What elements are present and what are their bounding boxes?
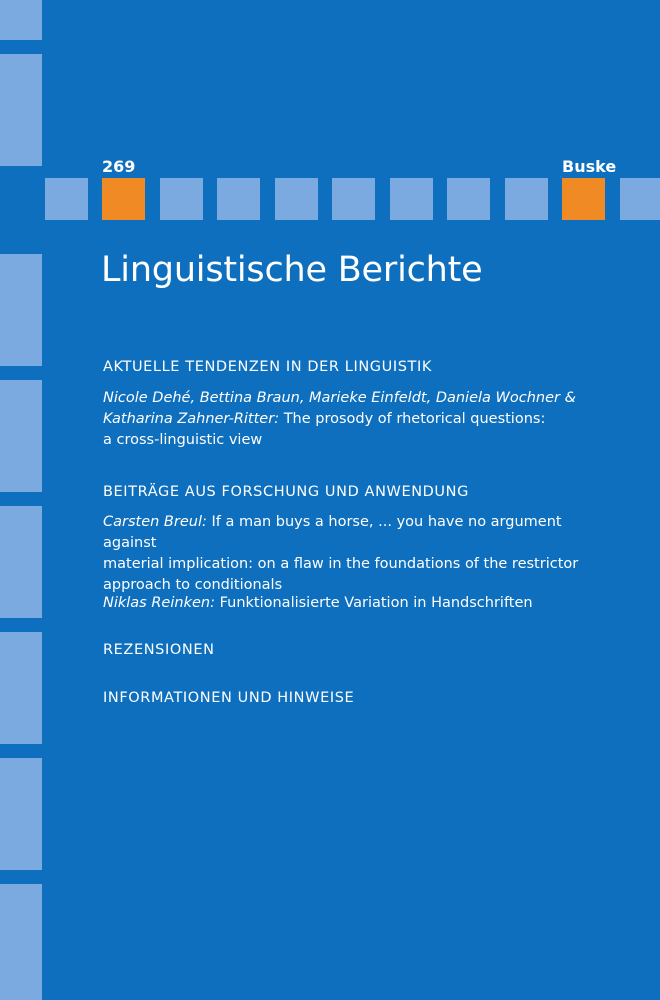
- article-author-reinken: Niklas Reinken:: [103, 595, 215, 611]
- left-tile-6: [0, 632, 42, 744]
- left-tile-7: [0, 758, 42, 870]
- issue-number: 269: [102, 157, 136, 176]
- publisher-name: Buske: [562, 157, 617, 176]
- row-tile-accent-left: [102, 178, 145, 220]
- left-tile-3: [0, 254, 42, 366]
- article-title-line1: If a man buys a horse, ... you have no argument against: [103, 514, 562, 551]
- section-heading-reviews: REZENSIONEN: [103, 642, 215, 658]
- article-title-line2: a cross-linguistic view: [103, 432, 263, 448]
- section-heading-information: INFORMATIONEN UND HINWEISE: [103, 690, 355, 706]
- journal-title: Linguistische Berichte: [101, 250, 483, 290]
- row-tile-8: [447, 178, 490, 220]
- row-tile-4: [217, 178, 260, 220]
- left-tile-2: [0, 54, 42, 166]
- left-tile-4: [0, 380, 42, 492]
- row-tile-accent-right: [562, 178, 605, 220]
- article-handwriting: [103, 593, 603, 614]
- row-tile-1: [45, 178, 88, 220]
- article-conditionals: [103, 512, 603, 596]
- article-title-line1: The prosody of rhetorical questions:: [283, 411, 546, 427]
- section-heading-research: BEITRÄGE AUS FORSCHUNG UND ANWENDUNG: [103, 484, 469, 500]
- row-tile-5: [275, 178, 318, 220]
- article-prosody: [103, 388, 603, 451]
- article-authors-line2: Katharina Zahner-Ritter:: [103, 411, 280, 427]
- section-heading-trends: AKTUELLE TENDENZEN IN DER LINGUISTIK: [103, 359, 432, 375]
- row-tile-6: [332, 178, 375, 220]
- article-title: Funktionalisierte Variation in Handschriften: [219, 595, 533, 611]
- article-author-breul: Carsten Breul:: [103, 514, 207, 530]
- left-tile-8: [0, 884, 42, 1000]
- left-tile-1: [0, 0, 42, 40]
- row-tile-9: [505, 178, 548, 220]
- article-authors-line1: Nicole Dehé, Bettina Braun, Marieke Einfeldt, Daniela Wochner &: [103, 390, 576, 406]
- row-tile-7: [390, 178, 433, 220]
- row-tile-3: [160, 178, 203, 220]
- article-title-line3: approach to conditionals: [103, 577, 283, 593]
- left-tile-5: [0, 506, 42, 618]
- row-tile-11: [620, 178, 660, 220]
- article-title-line2: material implication: on a flaw in the foundations of the restrictor: [103, 556, 579, 572]
